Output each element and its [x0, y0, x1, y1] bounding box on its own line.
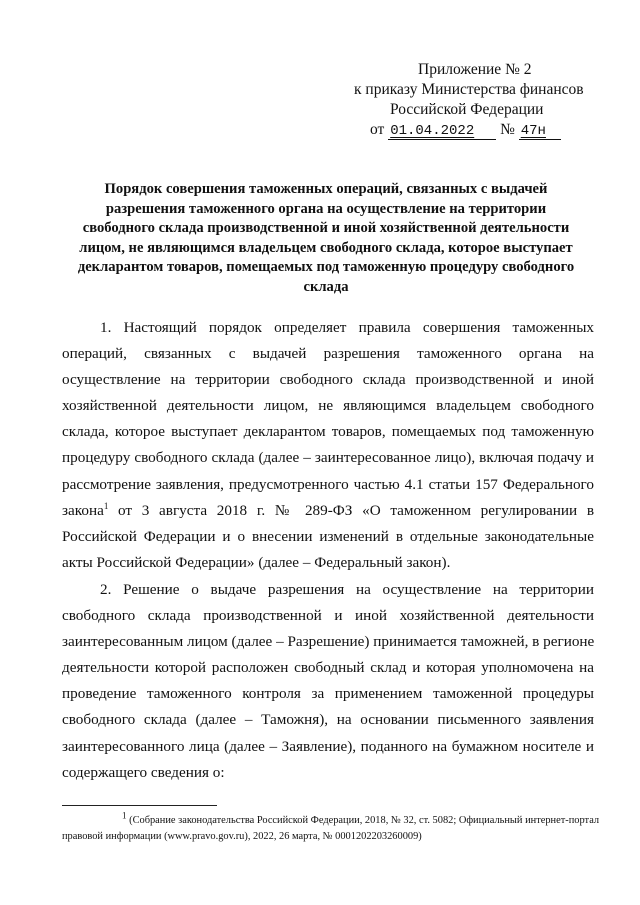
title-line: разрешения таможенного органа на осуществление на территории — [105, 200, 547, 217]
title-line: лицом, не являющимся владельцем свободного склада, которое выступает — [79, 239, 573, 256]
appendix-order-ref: к приказу Министерства финансов — [354, 81, 584, 98]
paragraph-1-line: процедуру свободного склада (далее – заинтересованное лицо), включая подачу и — [62, 449, 594, 467]
date-value-field — [388, 122, 496, 140]
date-prefix: от — [370, 121, 385, 138]
appendix-date-line — [352, 120, 592, 140]
title-line: свободного склада производственной и иной хозяйственной деятельности — [82, 220, 570, 237]
paragraph-1-line: Российской Федерации и о внесении изменений в отдельные законодательные — [62, 527, 594, 545]
paragraph-1-line: операций, связанных с выдачей разрешения таможенного органа на — [62, 345, 594, 363]
date-value: 01.04.2022 — [390, 123, 475, 139]
paragraph-1-line: хозяйственной деятельности лицом, не являющимся владельцем свободного — [62, 397, 594, 415]
footnote-text-1: (Собрание законодательства Российской Федерации, 2018, № 32, ст. 5082; Официальный интернет-портал — [129, 815, 600, 826]
paragraph-1-line: рассмотрение заявления, предусмотренного частью 4.1 статьи 157 Федерального — [62, 475, 594, 493]
footnote-divider — [62, 805, 217, 806]
paragraph-1-line: склада, которое выступает декларантом товаров, помещаемых под таможенную — [62, 423, 594, 441]
paragraph-1-line: 1. Настоящий порядок определяет правила совершения таможенных — [100, 319, 594, 336]
paragraph-2-line: заинтересованным лицом (далее – Разрешение) принимается таможней, в регионе — [62, 633, 595, 651]
paragraph-1-line: осуществление на территории свободного склада производственной и иной — [62, 371, 594, 389]
paragraph-1-line: акты Российской Федерации» (далее – Федеральный закон). — [62, 553, 451, 571]
paragraph-1-line-footnoted — [62, 498, 594, 524]
footnote — [62, 810, 600, 845]
paragraph-2-line: заинтересованного лица (далее – Заявление), поданного на бумажном носителе и — [62, 737, 594, 755]
number-prefix: № — [500, 121, 515, 138]
title-line: декларантом товаров, помещаемых под таможенную процедуру свободного — [77, 259, 575, 276]
appendix-number: Приложение № 2 — [418, 61, 532, 78]
footnote-ref-word: закона — [62, 501, 104, 519]
number-value-field — [519, 122, 561, 140]
title-line: Порядок совершения таможенных операций, связанных с выдачей — [104, 181, 548, 197]
title-line: склада — [303, 278, 349, 295]
paragraph-1-line-rest: от 3 августа 2018 г. № 289-ФЗ «О таможенном регулировании в — [118, 501, 595, 519]
paragraph-2-line: содержащего сведения о: — [62, 763, 225, 781]
appendix-block — [352, 60, 592, 140]
footnote-line — [62, 810, 600, 829]
paragraph-2-line: проведение таможенного контроля за применением таможенной процедуры — [62, 685, 594, 703]
document-body — [62, 315, 594, 786]
paragraph-2-line: деятельности которой расположен свободный склад и которая уполномочена на — [62, 659, 594, 677]
appendix-authority: Российской Федерации — [390, 101, 544, 118]
footnote-mark: 1 — [122, 810, 127, 821]
footnote-line: правовой информации (www.pravo.gov.ru), 2022, 26 марта, № 0001202203260009) — [62, 831, 422, 842]
paragraph-2-line: свободного склада (далее – Таможня), на основании письменного заявления — [62, 711, 594, 729]
paragraph-2-line: свободного склада производственной и иной хозяйственной деятельности — [62, 607, 594, 625]
document-title — [62, 180, 590, 298]
footnote-ref-mark[interactable]: 1 — [103, 500, 109, 511]
paragraph-2-line: 2. Решение о выдаче разрешения на осуществление на территории — [100, 580, 594, 598]
number-value: 47н — [520, 123, 546, 139]
